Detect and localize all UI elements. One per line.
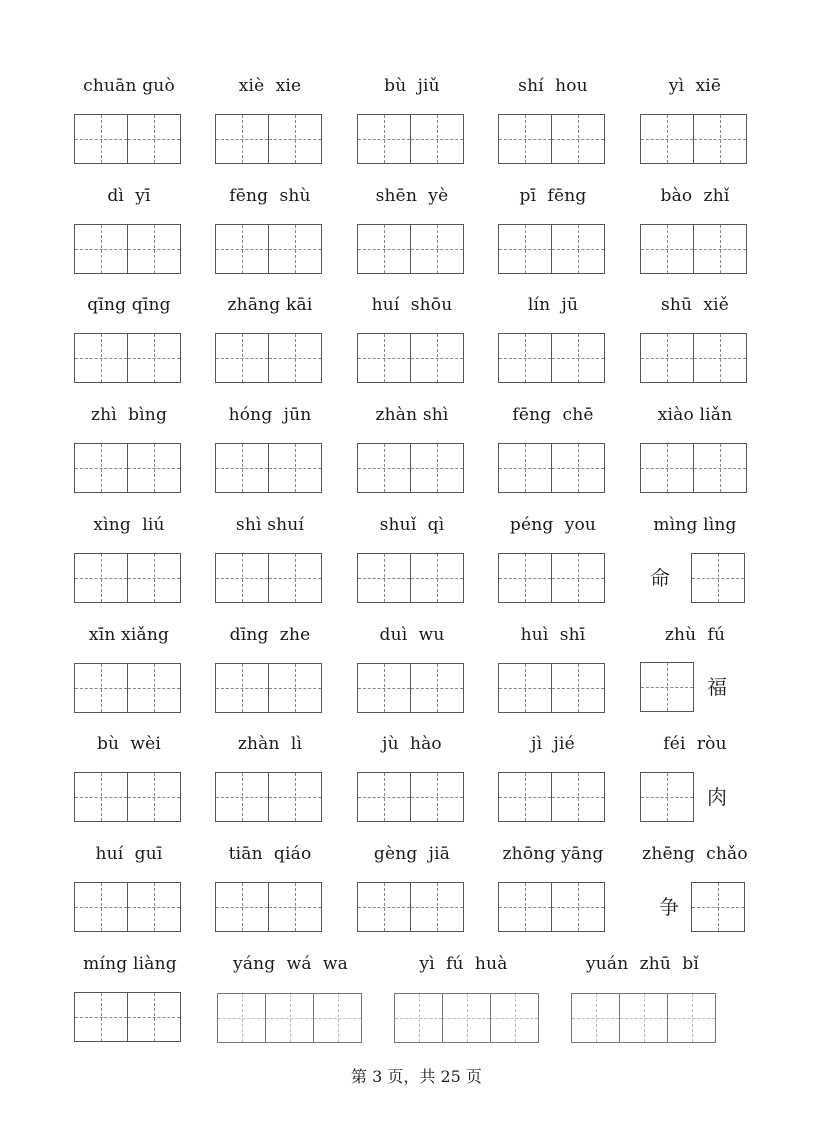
writing-boxes[interactable] [691,553,745,603]
writing-box[interactable] [498,663,552,713]
writing-box[interactable] [691,553,745,603]
writing-box[interactable] [215,882,269,932]
writing-boxes[interactable] [74,772,181,822]
writing-boxes[interactable] [74,224,181,274]
writing-boxes[interactable] [640,772,694,822]
writing-box[interactable] [498,553,552,603]
writing-box[interactable] [74,333,128,383]
pinyin-label: yì xiē [668,76,722,96]
writing-boxes[interactable] [498,114,605,164]
pinyin-label: zhēng chǎo [642,844,748,864]
pinyin-label: xiào liǎn [657,405,733,425]
pinyin-label: lín jū [527,295,579,315]
writing-boxes[interactable] [498,553,605,603]
writing-boxes[interactable] [640,333,747,383]
writing-box[interactable] [215,224,269,274]
writing-box[interactable] [551,882,605,932]
writing-box[interactable] [268,333,322,383]
pinyin-label: mìng lìng [653,515,737,535]
writing-boxes[interactable] [74,882,181,932]
pinyin-label: duì wu [379,625,445,645]
writing-box[interactable] [498,882,552,932]
writing-boxes[interactable] [498,333,605,383]
writing-box[interactable] [265,993,314,1043]
writing-box[interactable] [693,333,747,383]
writing-box[interactable] [127,772,181,822]
writing-box[interactable] [74,992,128,1042]
writing-box[interactable] [127,224,181,274]
writing-boxes[interactable] [394,993,539,1043]
writing-boxes[interactable] [215,443,322,493]
pinyin-label: shuǐ qì [379,515,445,535]
pinyin-label: zhàn lì [237,734,303,754]
writing-box[interactable] [394,993,443,1043]
pinyin-label: yì fú huà [419,954,508,974]
writing-box[interactable] [215,772,269,822]
writing-boxes[interactable] [357,443,464,493]
pinyin-label: dīng zhe [229,625,311,645]
pinyin-label: bào zhǐ [660,186,730,206]
writing-boxes[interactable] [498,224,605,274]
pinyin-label: fēng chē [512,405,594,425]
writing-boxes[interactable] [498,443,605,493]
writing-box[interactable] [693,114,747,164]
writing-box[interactable] [268,114,322,164]
writing-box[interactable] [498,333,552,383]
writing-box[interactable] [215,553,269,603]
writing-box[interactable] [357,772,411,822]
pinyin-label: zhàn shì [375,405,449,425]
pinyin-label: jù hào [382,734,442,754]
writing-box[interactable] [127,553,181,603]
writing-boxes[interactable] [357,772,464,822]
writing-box[interactable] [551,553,605,603]
writing-box[interactable] [693,224,747,274]
writing-box[interactable] [268,553,322,603]
writing-box[interactable] [215,663,269,713]
writing-boxes[interactable] [215,772,322,822]
writing-boxes[interactable] [357,553,464,603]
pinyin-label: pī fēng [519,186,587,206]
writing-boxes[interactable] [215,882,322,932]
pinyin-label: bù jiǔ [384,76,440,96]
pinyin-label: zhù fú [664,625,726,645]
writing-box[interactable] [215,114,269,164]
writing-boxes[interactable] [498,772,605,822]
writing-box[interactable] [498,114,552,164]
writing-box[interactable] [74,443,128,493]
pinyin-label: fēng shù [229,186,311,206]
writing-box[interactable] [268,443,322,493]
pinyin-label: xīn xiǎng [88,625,170,645]
writing-box[interactable] [640,333,694,383]
given-character: 福 [707,675,727,699]
writing-boxes[interactable] [215,663,322,713]
writing-box[interactable] [357,114,411,164]
writing-box[interactable] [410,443,464,493]
writing-box[interactable] [215,333,269,383]
writing-boxes[interactable] [640,662,694,712]
writing-box[interactable] [551,114,605,164]
pinyin-label: zhì bìng [90,405,168,425]
writing-box[interactable] [619,993,668,1043]
pinyin-label: xiè xie [238,76,302,96]
pinyin-label: jì jié [531,734,575,754]
writing-boxes[interactable] [640,114,747,164]
writing-box[interactable] [127,333,181,383]
writing-boxes[interactable] [691,882,745,932]
writing-boxes[interactable] [357,663,464,713]
writing-box[interactable] [693,443,747,493]
writing-box[interactable] [313,993,362,1043]
writing-box[interactable] [410,882,464,932]
writing-box[interactable] [640,224,694,274]
writing-box[interactable] [571,993,620,1043]
writing-boxes[interactable] [640,224,747,274]
writing-boxes[interactable] [357,114,464,164]
pinyin-label: zhāng kāi [227,295,313,315]
pinyin-label: féi ròu [663,734,727,754]
pinyin-label: xìng liú [93,515,165,535]
writing-boxes[interactable] [571,993,716,1043]
writing-boxes[interactable] [74,553,181,603]
writing-box[interactable] [127,882,181,932]
writing-box[interactable] [410,663,464,713]
writing-boxes[interactable] [215,553,322,603]
pinyin-label: qīng qīng [87,295,171,315]
pinyin-label: shēn yè [375,186,449,206]
writing-box[interactable] [127,114,181,164]
writing-box[interactable] [691,882,745,932]
pinyin-label: míng liàng [83,954,177,974]
pinyin-label: dì yī [107,186,151,206]
writing-box[interactable] [551,333,605,383]
writing-box[interactable] [551,663,605,713]
writing-box[interactable] [357,443,411,493]
writing-boxes[interactable] [74,992,181,1042]
given-character: 命 [650,566,670,590]
pinyin-label: hóng jūn [228,405,312,425]
pinyin-label: huí shōu [371,295,453,315]
writing-box[interactable] [74,114,128,164]
writing-box[interactable] [410,553,464,603]
writing-box[interactable] [551,772,605,822]
pinyin-label: shū xiě [660,295,730,315]
writing-box[interactable] [127,663,181,713]
writing-box[interactable] [74,553,128,603]
writing-box[interactable] [357,224,411,274]
writing-box[interactable] [357,333,411,383]
writing-box[interactable] [74,663,128,713]
writing-boxes[interactable] [74,663,181,713]
writing-box[interactable] [640,443,694,493]
writing-box[interactable] [357,882,411,932]
writing-boxes[interactable] [357,333,464,383]
pinyin-label: zhōng yāng [502,844,604,864]
writing-box[interactable] [410,114,464,164]
pinyin-label: huí guī [95,844,163,864]
writing-boxes[interactable] [498,663,605,713]
pinyin-label: yuán zhū bǐ [585,954,700,974]
pinyin-label: gèng jiā [373,844,451,864]
writing-box[interactable] [498,224,552,274]
writing-box[interactable] [498,443,552,493]
writing-box[interactable] [217,993,266,1043]
writing-box[interactable] [215,443,269,493]
writing-boxes[interactable] [74,443,181,493]
writing-boxes[interactable] [498,882,605,932]
pinyin-label: bù wèi [96,734,162,754]
writing-box[interactable] [127,992,181,1042]
writing-box[interactable] [268,772,322,822]
pinyin-label: yáng wá wa [233,954,348,974]
writing-boxes[interactable] [640,443,747,493]
pinyin-label: péng you [509,515,597,535]
writing-boxes[interactable] [217,993,362,1043]
writing-box[interactable] [410,224,464,274]
page-footer: 第 3 页，共 25 页 [351,1067,482,1086]
writing-box[interactable] [268,663,322,713]
writing-box[interactable] [357,553,411,603]
writing-box[interactable] [410,333,464,383]
writing-box[interactable] [490,993,539,1043]
pinyin-label: huì shī [520,625,586,645]
writing-box[interactable] [357,663,411,713]
writing-boxes[interactable] [215,333,322,383]
writing-box[interactable] [640,114,694,164]
writing-box[interactable] [640,662,694,712]
writing-box[interactable] [442,993,491,1043]
pinyin-label: chuān guò [83,76,175,96]
writing-box[interactable] [74,224,128,274]
writing-boxes[interactable] [215,224,322,274]
writing-boxes[interactable] [357,882,464,932]
writing-box[interactable] [268,224,322,274]
pinyin-label: tiān qiáo [228,844,312,864]
writing-box[interactable] [667,993,716,1043]
writing-boxes[interactable] [74,114,181,164]
writing-box[interactable] [127,443,181,493]
given-character: 争 [659,895,679,919]
writing-box[interactable] [551,443,605,493]
writing-box[interactable] [640,772,694,822]
writing-box[interactable] [74,882,128,932]
writing-box[interactable] [268,882,322,932]
writing-boxes[interactable] [215,114,322,164]
writing-box[interactable] [410,772,464,822]
writing-box[interactable] [551,224,605,274]
writing-box[interactable] [74,772,128,822]
writing-boxes[interactable] [357,224,464,274]
writing-box[interactable] [498,772,552,822]
pinyin-label: shí hou [518,76,588,96]
given-character: 肉 [707,785,727,809]
pinyin-label: shì shuí [235,515,305,535]
writing-boxes[interactable] [74,333,181,383]
